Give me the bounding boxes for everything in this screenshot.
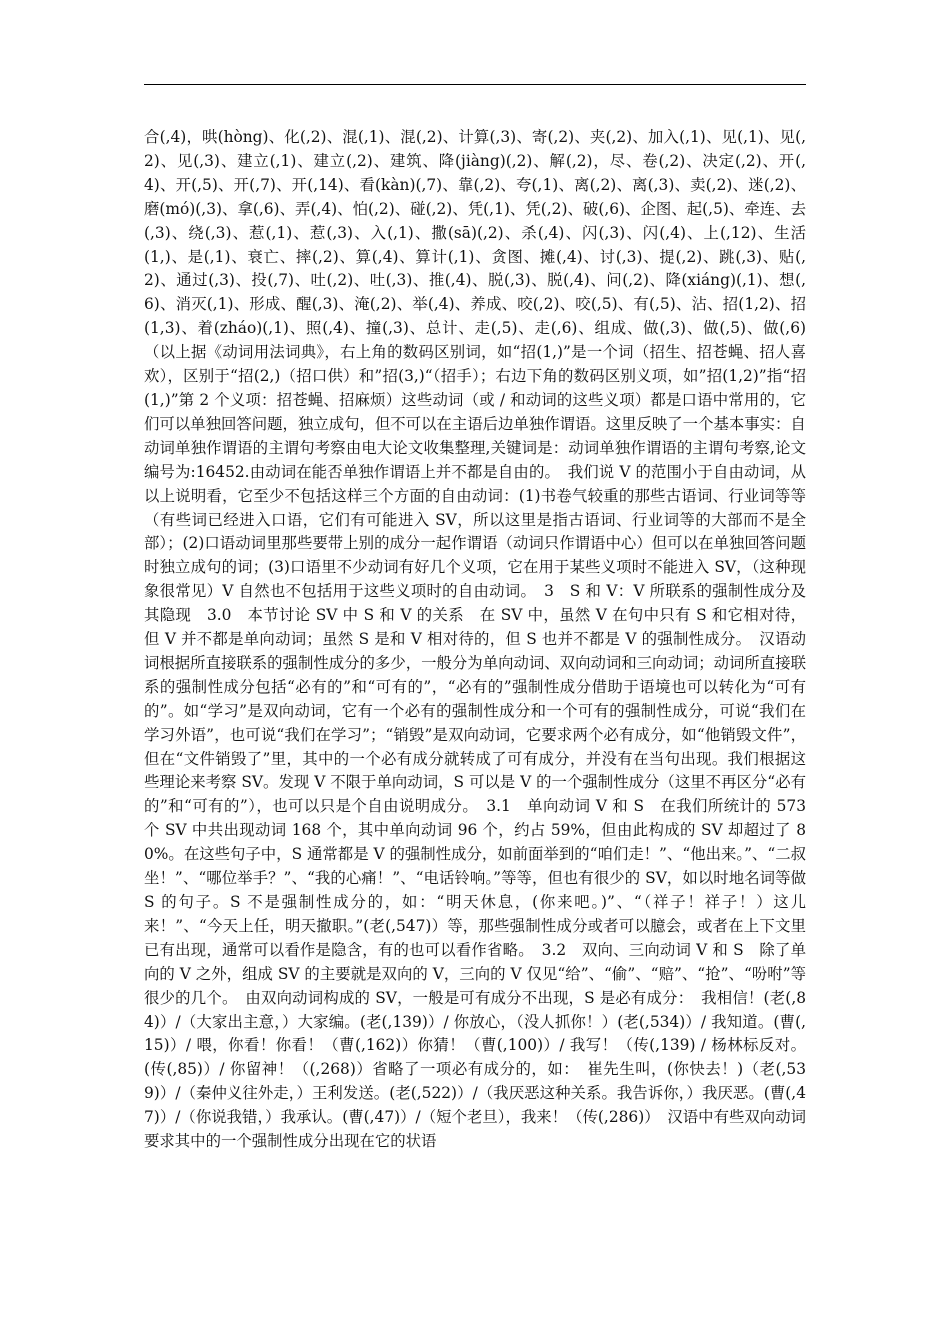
paragraph-verb-list: 合(,4)，哄(hòng)、化(,2)、混(,1)、混(,2)、计算(,3)、寄(,2)、夹(,2)、加入(,1)、见(,1)、见(,2)、见(,3)、建立(,1)、建立(,2)、建筑、降(jiàng)(,2)、解(,2)，尽、卷(,2)、决定(,2)、开(,4)、开(,5)、开(,7)、开(,14)、看(kàn)(,7)、靠(,2)、夸(,1)、离(,2)、离(,3)、卖(,2)、迷(,2)、磨(mó)(,3)、拿(,6)、弄(,4)、怕(,2)、碰(,2)、凭(,1)、凭(,2)、破(,6)、企图、起(,5)、牵连、去(,3)、绕(,3)、惹(,1)、惹(,3)、入(,1)、撒(sā)(,2)、杀(,4)、闪(,3)、闪(,4)、上(,12)、生活(1,)、是(,1)、衰亡、摔(,2)、算(,4)、算计(,1)、贪图、摊(,4)、讨(,3)、提(,2)、跳(,3)、贴(,2)、通过(,3)、投(,7)、吐(,2)、吐(,3)、推(,4)、脱(,3)、脱(,4)、问(,2)、降(xiáng)(,1)、想(,6)、消灭(,1)、形成、醒(,3)、淹(,2)、举(,4)、养成、咬(,2)、咬(,5)、有(,5)、沾、招(1,2)、招(1,3)、着(zháo)(,1)、照(,4)、撞(,3)、总计、走(,5)、走(,6)、组成、做(,3)、做(,5)、做(,6)（以上据《动词用法词典》，右上角的数码区别词，如“招(1,)”是一个词（招生、招苍蝇、招人喜欢），区别于“招(2,)（招口供）和”招(3,)“（招手）；右边下角的数码区别义项，如”招(1,2)”指“招(1,)”第 2 个义项：招苍蝇、招麻烦）这些动词（或 / 和动词的这些义项）都是口语中常用的，它们可以单独回答问题，独立成句，但不可以在主语后边单独作谓语。这里反映了一个基本事实：自 [144,128,806,433]
paragraph-main-text: 动词单独作谓语的主谓句考察由电大论文收集整理,关键词是：动词单独作谓语的主谓句考察,论文编号为:16452.由动词在能否单独作谓语上并不都是自由的。 我们说 V 的范围小于自由动词，从以上说明看，它至少不包括这样三个方面的自由动词：(1)书卷气较重的那些古语词、行业词等等（有些词已经进入口语，它们有可能进入 SV，所以这里是指古语词、行业词等的大部而不是全部）；(2)口语动词里那些要带上别的成分一起作谓语（动词只作谓语中心）但可以在单独回答问题时独立成句的词；(3)口语里不少动词有好几个义项，它在用于某些义项时不能进入 SV，（这种现象很常见）V 自然也不包括用于这些义项时的自由动词。 3 S 和 V：V 所联系的强制性成分及其隐现 3.0 本节讨论 SV 中 S 和 V 的关系 在 SV 中，虽然 V 在句中只有 S 和它相对待，但 V 并不都是单向动词；虽然 S 是和 V 相对待的，但 S 也并不都是 V 的强制性成分。 汉语动词根据所直接联系的强制性成分的多少，一般分为单向动词、双向动词和三向动词；动词所直接联系的强制性成分包括“必有的”和“可有的”，“必有的”强制性成分借助于语境也可以转化为“可有的”。如“学习”是双向动词，它有一个必有的强制性成分和一个可有的强制性成分，可说“我们在学习外语”，也可说“我们在学习”；“销毁”是双向动词，它要求两个必有成分，如“他销毁文件”，但在“文件销毁了”里，其中的一个必有成分就转成了可有成分，并没有在当句出现。我们根据这些理论来考察 SV。发现 V 不限于单向动词，S 可以是 V 的一个强制性成分（这里不再区分“必有的”和“可有的”），也可以只是个自由说明成分。 3.1 单向动词 V 和 S 在我们所统计的 573 个 SV 中共出现动词 168 个，其中单向动词 96 个，约占 59%，但由此构成的 SV 却超过了 80%。在这些句子中，S 通常都是 V 的强制性成分，如前面举到的“咱们走！”、“他出来。”、“二叔坐！”、“哪位举手？”、“我的心痛！”、“电话铃响。”等等，但也有很少的 SV，如以时地名词等做 S 的句子。S 不是强制性成分的，如：“明天休息，(你来吧。)”、“（祥子！祥子！）这儿来！”、“今天上任，明天撤职。”(老(,547)）等，那些强制性成分或者可以臆会，或者在上下文里已有出现，通常可以看作是隐含，有的也可以看作省略。 3.2 双向、三向动词 V 和 S 除了单向的 V 之外，组成 SV 的主要就是双向的 V，三向的 V 仅见“给”、“偷”、“赔”、“抢”、“吩咐”等很少的几个。 由双向动词构成的 SV，一般是可有成分不出现，S 是必有成分： 我相信！(老(,84)）/（大家出主意，）大家编。(老(,139)）/ 你放心，（没人抓你！）(老(,534)）/ 我知道。(曹(,15)）/ 喂，你看！你看！（曹(,162)）你猜！（曹(,100)）/ 我写！（传(,139) / 杨林标反对。(传(,85)）/ 你留神！（(,268)）省略了一项必有成分的，如： 崔先生叫，(你快去！)（老(,539)）/（秦仲义往外走，）王利发送。(老(,522)）/（我厌恶这种关系。我告诉你，）我厌恶。(曹(,47)）/（你说我错，）我承认。(曹(,47)）/（短个老旦），我来！（传(,286)） 汉语中有些双向动词要求其中的一个强制性成分出现在它的状语 [144,438,806,1151]
document-body [144,126,806,1154]
header-rule [144,84,806,85]
